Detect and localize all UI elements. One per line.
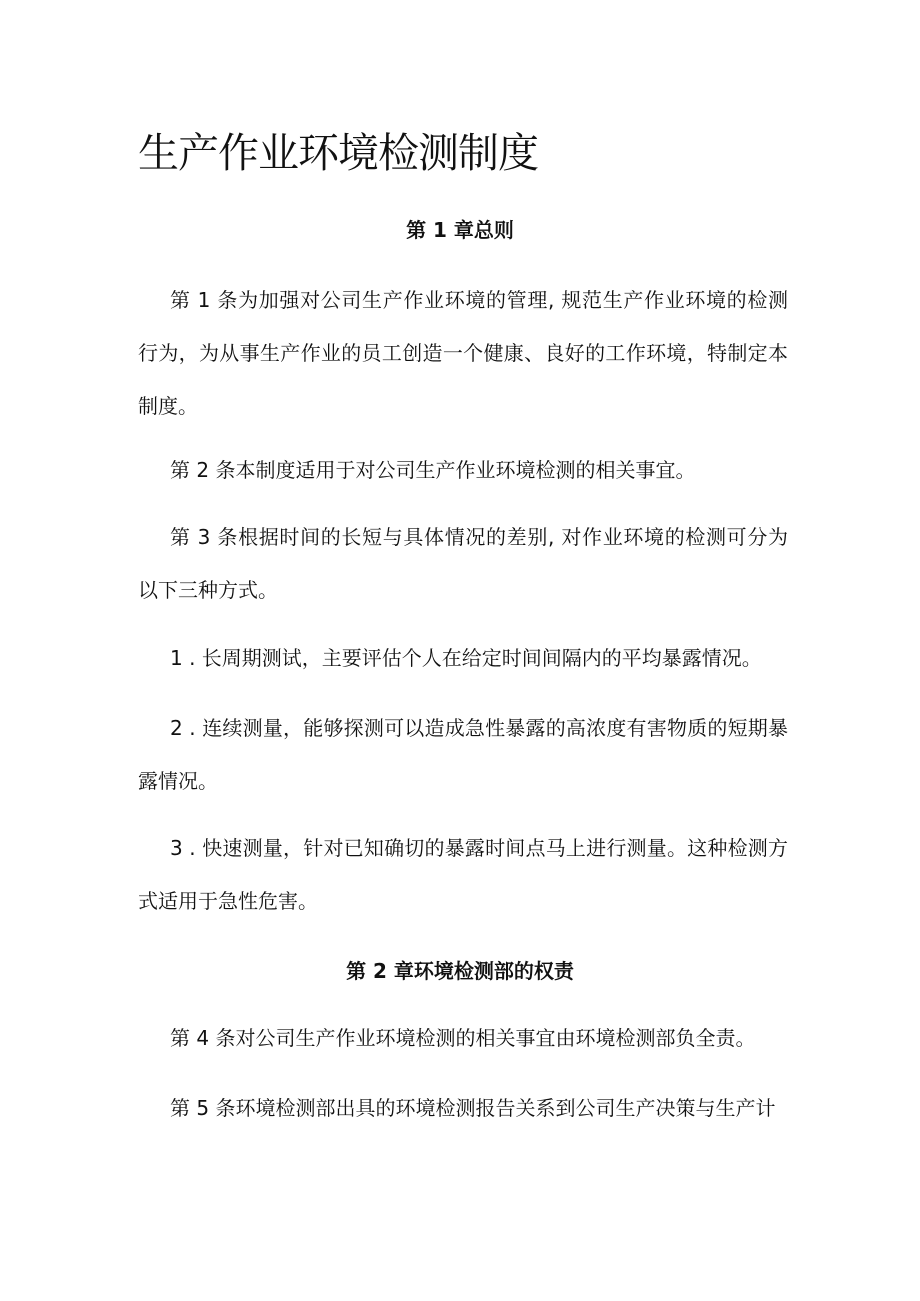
article-5: 第 5 条环境检测部出具的环境检测报告关系到公司生产决策与生产计 [170, 1096, 776, 1120]
list-item-1: 1 . 长周期测试，主要评估个人在给定时间间隔内的平均暴露情况。 [170, 646, 762, 670]
list-item-2: 2 . 连续测量，能够探测可以造成急性暴露的高浓度有害物质的短期暴露情况。 [138, 716, 788, 793]
chapter-2-heading: 第 2 章环境检测部的权责 [346, 959, 574, 983]
article-4: 第 4 条对公司生产作业环境检测的相关事宜由环境检测部负全责。 [170, 1026, 756, 1050]
article-3: 第 3 条根据时间的长短与具体情况的差别, 对作业环境的检测可分为以下三种方式。 [138, 525, 788, 602]
article-2: 第 2 条本制度适用于对公司生产作业环境检测的相关事宜。 [170, 458, 696, 482]
chapter-1-heading: 第 1 章总则 [406, 218, 514, 242]
list-item-3: 3 . 快速测量，针对已知确切的暴露时间点马上进行测量。这种检测方式适用于急性危害。 [138, 836, 788, 913]
article-1: 第 1 条为加强对公司生产作业环境的管理, 规范生产作业环境的检测行为，为从事生产作业的员工创造一个健康、良好的工作环境，特制定本制度。 [138, 288, 788, 418]
document-title: 生产作业环境检测制度 [138, 129, 538, 177]
